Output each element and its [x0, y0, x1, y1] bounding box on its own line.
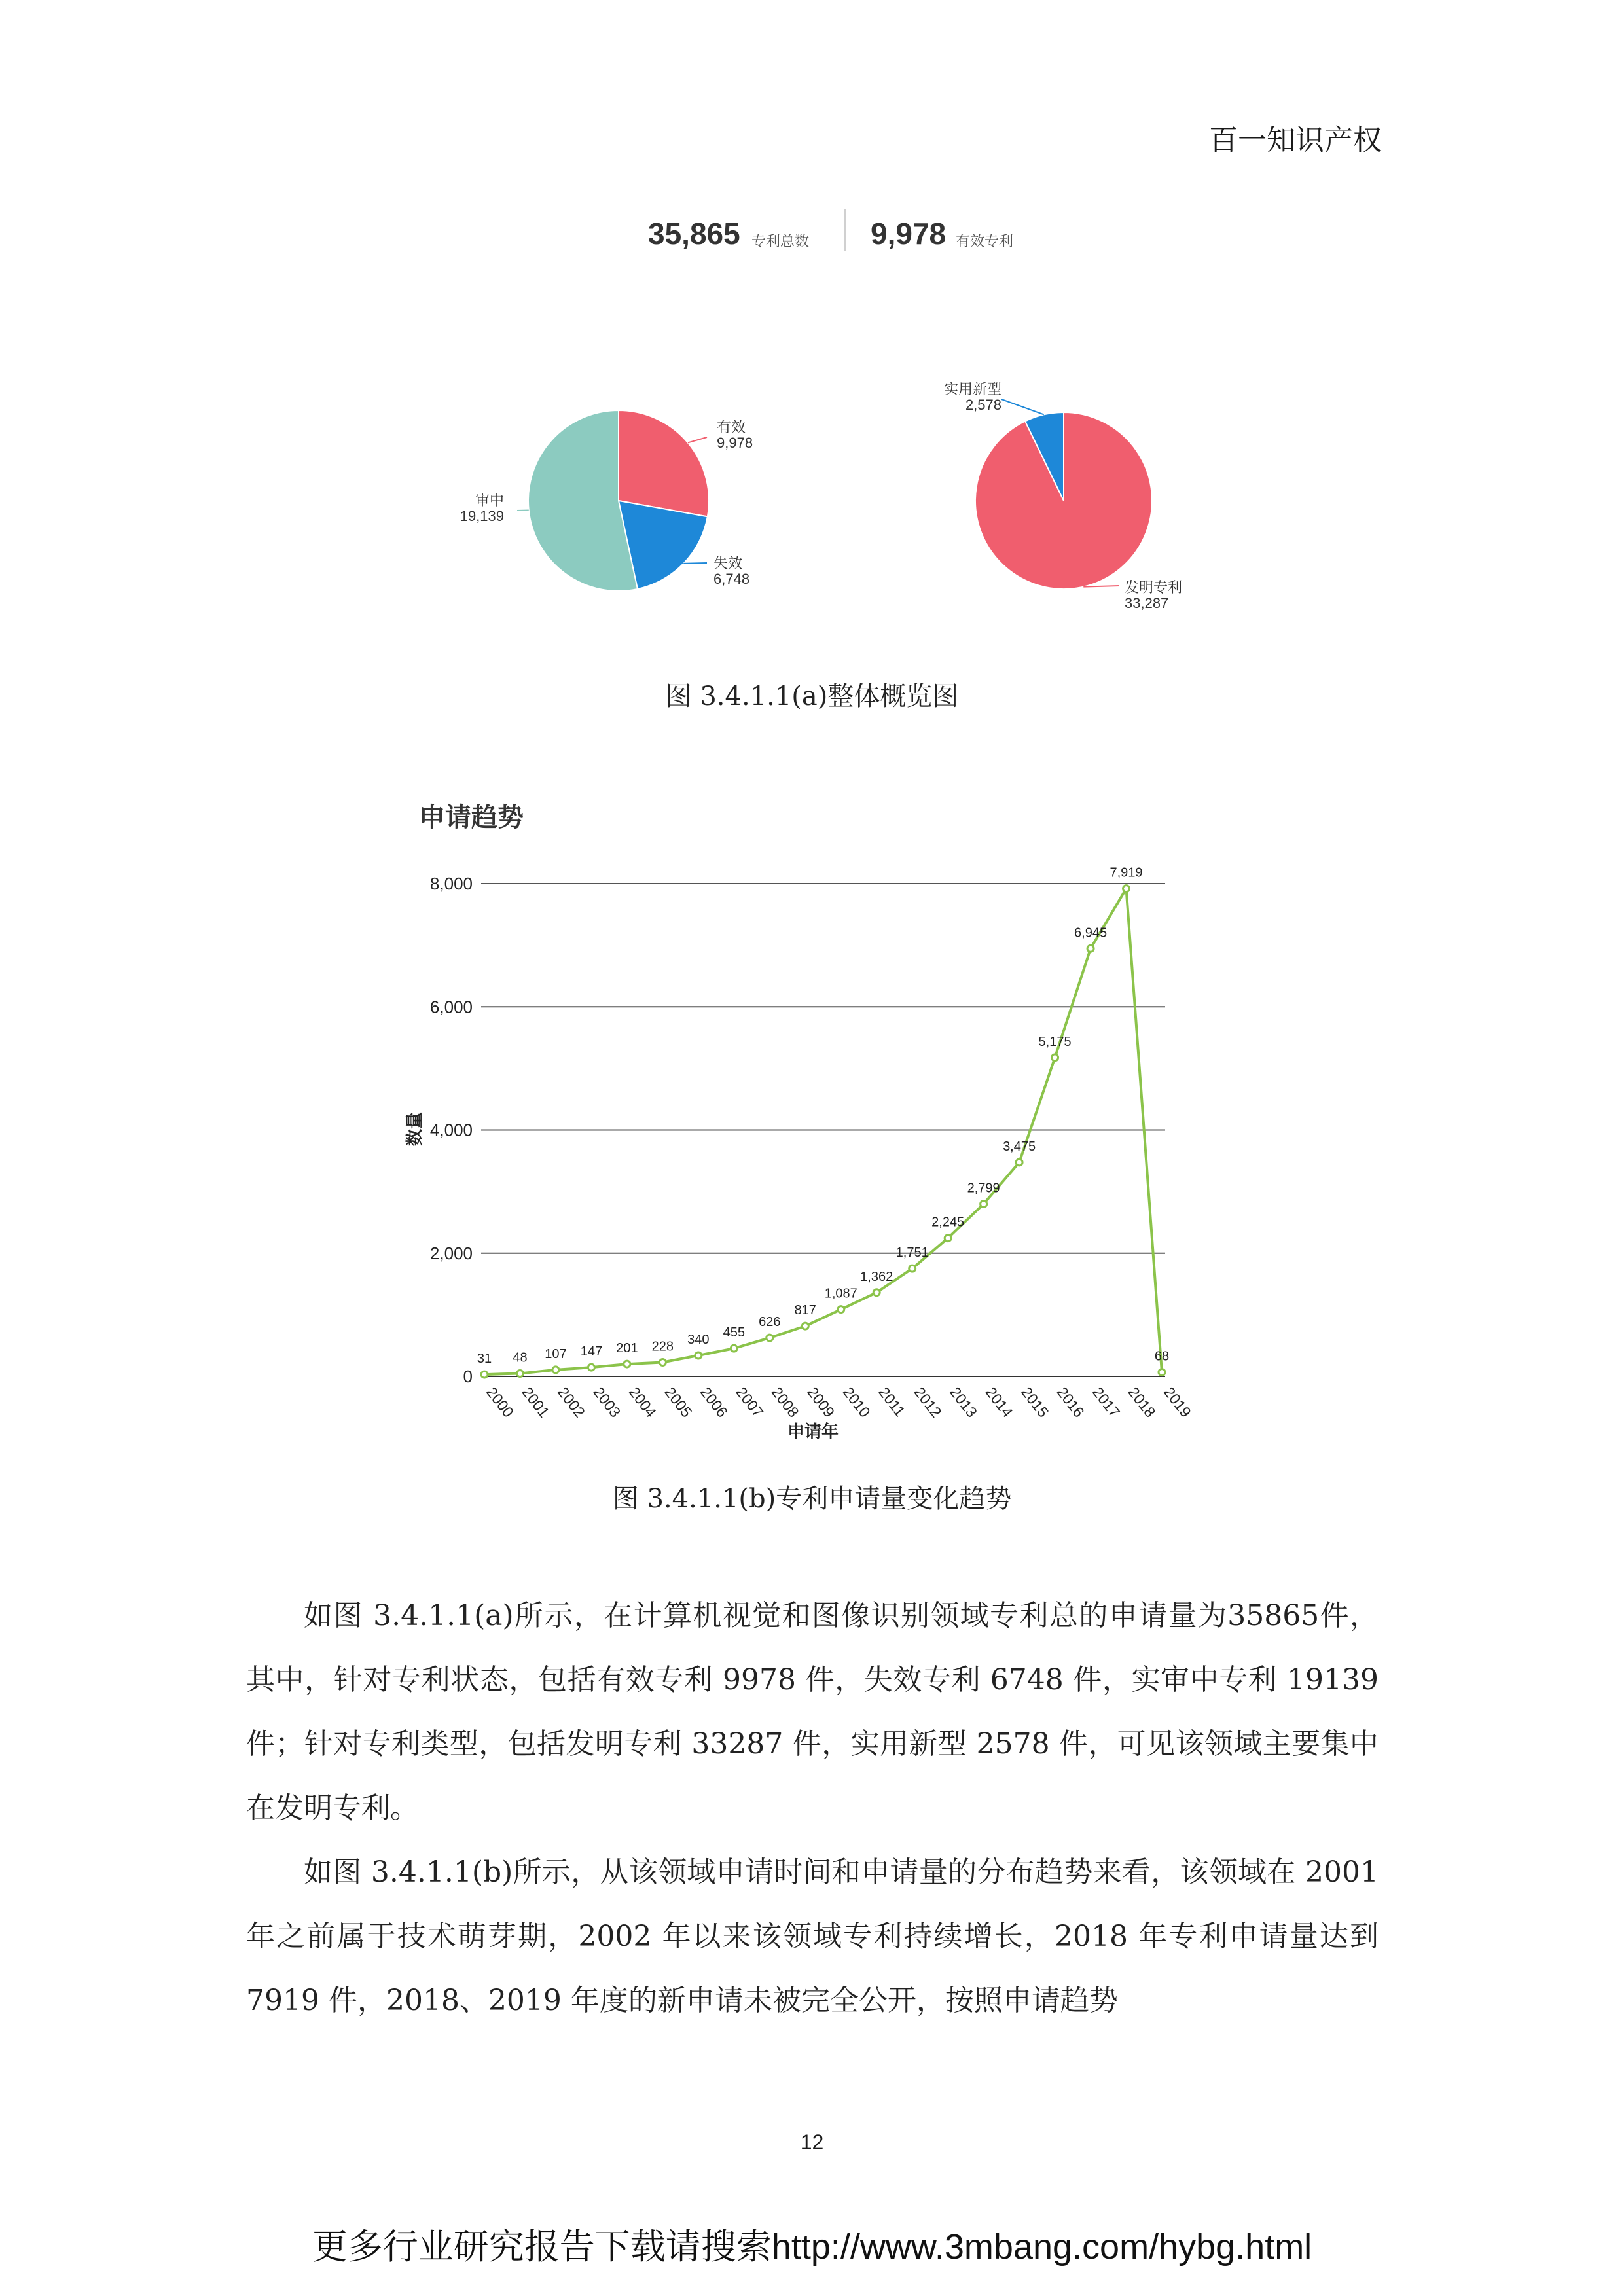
data-point: [1052, 1054, 1058, 1061]
type-pie-chart: [944, 382, 1182, 611]
data-point: [981, 1201, 987, 1208]
status-slice-label-0: 有效: [717, 420, 746, 436]
data-label: 2,799: [967, 1181, 1000, 1196]
total-patents-value: 35,865: [648, 217, 740, 251]
stats-divider: [844, 209, 846, 251]
status-slice-value-1: 6,748: [713, 571, 750, 587]
x-tick-label: 2009: [804, 1384, 839, 1421]
data-point: [802, 1323, 808, 1329]
data-label: 340: [687, 1332, 710, 1347]
status-slice-0: [619, 410, 709, 516]
data-label: 1,751: [895, 1246, 929, 1261]
data-point: [695, 1352, 702, 1359]
x-tick-label: 2015: [1018, 1384, 1053, 1421]
data-label: 48: [513, 1350, 528, 1365]
paragraph-trend: 如图 3.4.1.1(b)所示，从该领域申请时间和申请量的分布趋势来看，该领域在 2001 年之前属于技术萌芽期，2002 年以来该领域专利持续增长，2018 年专利申请量达到 7919 件，2018、2019 年度的新申请未被完全公开，按照申请趋势: [246, 1856, 1379, 2017]
status-slice-label-2: 审中: [475, 493, 504, 509]
type-slice-label-1: 实用新型: [943, 382, 1001, 398]
x-tick-label: 2013: [947, 1384, 981, 1421]
paragraph-overview: 如图 3.4.1.1(a)所示，在计算机视觉和图像识别领域专利总的申请量为35865件，其中，针对专利状态，包括有效专利 9978 件，失效专利 6748 件，实审中专利 19139 件；针对专利类型，包括发明专利 33287 件，实用新型 2578 件，可见该领域主要集中在发明专利。: [246, 1599, 1379, 1825]
status-slice-value-2: 19,139: [460, 508, 504, 524]
data-label: 147: [580, 1344, 603, 1359]
y-tick-label: 4,000: [429, 1120, 473, 1140]
data-point: [1123, 886, 1130, 892]
data-point: [552, 1367, 559, 1373]
x-tick-label: 2019: [1161, 1384, 1195, 1421]
data-point: [659, 1359, 666, 1366]
chart-title: 申请趋势: [419, 803, 524, 832]
x-tick-label: 2002: [554, 1384, 589, 1421]
type-leader-1: [1001, 399, 1044, 414]
data-label: 228: [651, 1339, 674, 1354]
header-org-name: 百一知识产权: [1209, 124, 1382, 157]
footer-link[interactable]: 更多行业研究报告下载请搜索http://www.3mbang.com/hybg.html: [312, 2227, 1312, 2267]
data-label: 817: [794, 1303, 816, 1318]
y-tick-label: 6,000: [429, 997, 473, 1017]
data-label: 7,919: [1110, 865, 1143, 880]
y-tick-label: 0: [463, 1367, 473, 1386]
x-tick-label: 2010: [839, 1384, 874, 1421]
x-tick-label: 2011: [875, 1384, 909, 1420]
x-tick-label: 2014: [982, 1384, 1017, 1421]
figure-a-caption: 图 3.4.1.1(a)整体概览图: [665, 681, 959, 711]
type-slice-value-0: 33,287: [1125, 595, 1169, 611]
y-tick-label: 8,000: [429, 874, 473, 893]
data-label: 31: [477, 1352, 492, 1367]
x-tick-label: 2000: [483, 1384, 518, 1421]
data-point: [767, 1335, 773, 1341]
figure-b-caption: 图 3.4.1.1(b)专利申请量变化趋势: [612, 1484, 1012, 1514]
data-point: [624, 1361, 630, 1367]
data-point: [731, 1345, 737, 1352]
data-point: [873, 1289, 880, 1296]
status-leader-0: [688, 437, 707, 442]
data-point: [588, 1364, 594, 1371]
y-axis-label: 数量: [405, 1111, 424, 1147]
data-point: [516, 1370, 523, 1376]
data-label: 107: [545, 1346, 567, 1361]
data-points: [481, 886, 1165, 1378]
y-tick-label: 2,000: [429, 1243, 473, 1263]
status-pie-chart: [460, 410, 753, 591]
x-tick-label: 2007: [732, 1384, 767, 1421]
x-tick-label: 2008: [768, 1384, 803, 1421]
data-label: 455: [723, 1325, 746, 1340]
data-point: [481, 1371, 488, 1378]
data-point: [1087, 945, 1094, 952]
x-axis-label: 申请年: [787, 1422, 839, 1441]
overview-pies: [0, 367, 1624, 648]
status-leader-1: [683, 563, 707, 564]
x-tick-label: 2001: [518, 1384, 553, 1421]
series-line: [484, 889, 1162, 1374]
x-tick-label: 2003: [590, 1384, 624, 1421]
summary-stats: [0, 209, 1624, 268]
data-point: [1159, 1369, 1165, 1376]
x-tick-label: 2006: [696, 1384, 731, 1421]
status-slice-label-1: 失效: [713, 556, 743, 572]
data-label: 626: [759, 1315, 781, 1330]
data-point: [945, 1235, 951, 1242]
valid-patents-value: 9,978: [871, 217, 947, 251]
status-slice-value-0: 9,978: [717, 435, 753, 451]
data-label: 3,475: [1003, 1139, 1036, 1154]
data-label: 2,245: [931, 1215, 965, 1230]
page-number: 12: [800, 2130, 824, 2154]
chart-gridlines: [481, 884, 1165, 1376]
x-tick-label: 2016: [1053, 1384, 1088, 1421]
data-label: 68: [1154, 1349, 1170, 1364]
y-axis-ticks: [430, 874, 473, 1386]
data-point: [838, 1306, 844, 1313]
valid-patents-label: 有效专利: [956, 233, 1014, 249]
data-labels: [477, 866, 1169, 1366]
x-tick-label: 2005: [661, 1384, 696, 1421]
data-label: 6,945: [1074, 925, 1108, 941]
data-point: [909, 1265, 916, 1272]
x-tick-label: 2004: [625, 1384, 660, 1421]
type-slice-value-1: 2,578: [965, 397, 1001, 413]
data-point: [1016, 1159, 1022, 1166]
total-patents-label: 专利总数: [751, 233, 810, 249]
x-tick-label: 2017: [1089, 1384, 1124, 1421]
data-label: 1,087: [824, 1286, 857, 1301]
data-label: 5,175: [1038, 1034, 1072, 1049]
trend-chart: [0, 779, 1624, 1473]
x-tick-label: 2018: [1125, 1384, 1159, 1421]
data-label: 201: [616, 1341, 638, 1356]
type-slice-label-0: 发明专利: [1125, 580, 1183, 596]
data-label: 1,362: [860, 1269, 893, 1284]
x-axis-ticks: [483, 1384, 1195, 1420]
x-tick-label: 2012: [911, 1384, 945, 1421]
